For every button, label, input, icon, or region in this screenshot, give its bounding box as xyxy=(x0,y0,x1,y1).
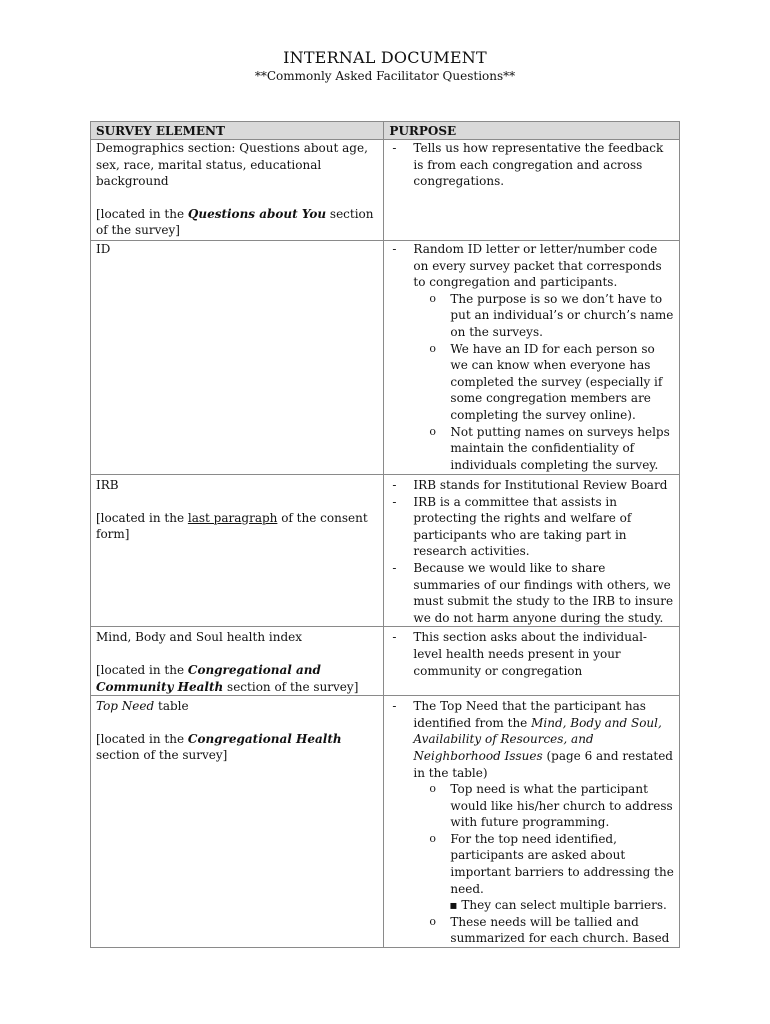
table-row-mind-body-soul xyxy=(91,627,680,696)
cell-purpose-mind-body-soul xyxy=(384,627,680,696)
sub-list-item: o The purpose is so we don’t have to put an individual’s or church’s name on the surveys. xyxy=(389,291,674,341)
list-item-text: The Top Need that the participant has identified from the xyxy=(413,699,646,730)
cell-element-id xyxy=(91,241,384,475)
sub-list-item xyxy=(389,831,674,914)
location-section: Questions about You xyxy=(187,206,327,221)
list-item: - This section asks about the individual-level health needs present in your community or congregation xyxy=(389,629,674,679)
element-label: IRB xyxy=(96,478,119,492)
table-row-demographics xyxy=(91,140,680,241)
location-underlined: last paragraph xyxy=(187,510,278,525)
element-location xyxy=(96,206,378,239)
list-item-suffix: (page 6 and restated in the table) xyxy=(413,748,673,780)
location-suffix: of the consent form] xyxy=(96,510,368,542)
document-subtitle: **Commonly Asked Facilitator Questions** xyxy=(254,69,516,83)
table-row-irb xyxy=(91,475,680,627)
list-item-em: Mind, Body and Soul, Availability of Resources, and Neighborhood Issues xyxy=(413,715,662,763)
sub-list-item-text: For the top need identified, participants are asked about important barriers to addressing the need. xyxy=(450,831,674,896)
cell-purpose-top-need xyxy=(384,696,680,948)
table-row-top-need xyxy=(91,696,680,948)
list-item-text: Random ID letter or letter/number code on every survey packet that corresponds to congregation and participants. xyxy=(413,242,662,290)
header-purpose: PURPOSE xyxy=(384,122,680,140)
list-item: - Tells us how representative the feedback is from each congregation and across congregations. xyxy=(389,140,674,190)
element-location xyxy=(96,731,378,764)
header-survey-element: SURVEY ELEMENT xyxy=(91,122,384,140)
element-label-suffix: table xyxy=(154,699,189,714)
location-prefix: [located in the xyxy=(96,206,188,221)
location-section: Congregational Health xyxy=(187,731,342,746)
element-label: Demographics section: Questions about age, sex, race, marital status, educational background xyxy=(96,141,368,189)
sub-list-item: o Not putting names on surveys helps maintain the confidentiality of individuals completing the survey. xyxy=(389,424,674,474)
element-location xyxy=(96,662,378,695)
cell-element-irb xyxy=(91,475,384,627)
location-section: Congregational and Community Health xyxy=(96,662,321,694)
list-item: - IRB is a committee that assists in protecting the rights and welfare of participants who are taking part in research activities. xyxy=(389,494,674,560)
element-label: ID xyxy=(96,242,111,256)
sub-list-item: o These needs will be tallied and summarized for each church. Based xyxy=(389,914,674,947)
cell-element-mind-body-soul xyxy=(91,627,384,696)
element-label: Mind, Body and Soul health index xyxy=(96,630,302,645)
list-item: - IRB stands for Institutional Review Board xyxy=(389,477,674,494)
cell-element-demographics xyxy=(91,140,384,241)
location-prefix: [located in the xyxy=(96,662,188,677)
cell-purpose-demographics xyxy=(384,140,680,241)
location-suffix: section of the survey] xyxy=(96,206,374,238)
table-header-row xyxy=(91,122,680,140)
facilitator-questions-table xyxy=(90,121,680,948)
cell-purpose-id xyxy=(384,241,680,475)
list-item xyxy=(389,241,674,473)
location-suffix: section of the survey] xyxy=(223,679,359,694)
cell-purpose-irb xyxy=(384,475,680,627)
cell-element-top-need xyxy=(91,696,384,948)
list-item xyxy=(389,698,674,947)
sub-list-item: o Top need is what the participant would like his/her church to address with future programming. xyxy=(389,781,674,831)
document-title: INTERNAL DOCUMENT xyxy=(283,48,487,67)
location-prefix: [located in the xyxy=(96,510,188,525)
element-label xyxy=(96,698,378,715)
location-suffix: section of the survey] xyxy=(96,748,228,763)
sub-list-item: o We have an ID for each person so we can know when everyone has completed the survey (especially if some congregation members are completing the survey online). xyxy=(389,341,674,424)
element-label-em: Top Need xyxy=(96,699,155,714)
sub-sub-list-item: ▪ They can select multiple barriers. xyxy=(389,897,674,914)
location-prefix: [located in the xyxy=(96,731,188,746)
element-location xyxy=(96,510,378,543)
list-item: - Because we would like to share summaries of our findings with others, we must submit the study to the IRB to insure we do not harm anyone during the study. xyxy=(389,560,674,626)
table-row-id xyxy=(91,241,680,475)
